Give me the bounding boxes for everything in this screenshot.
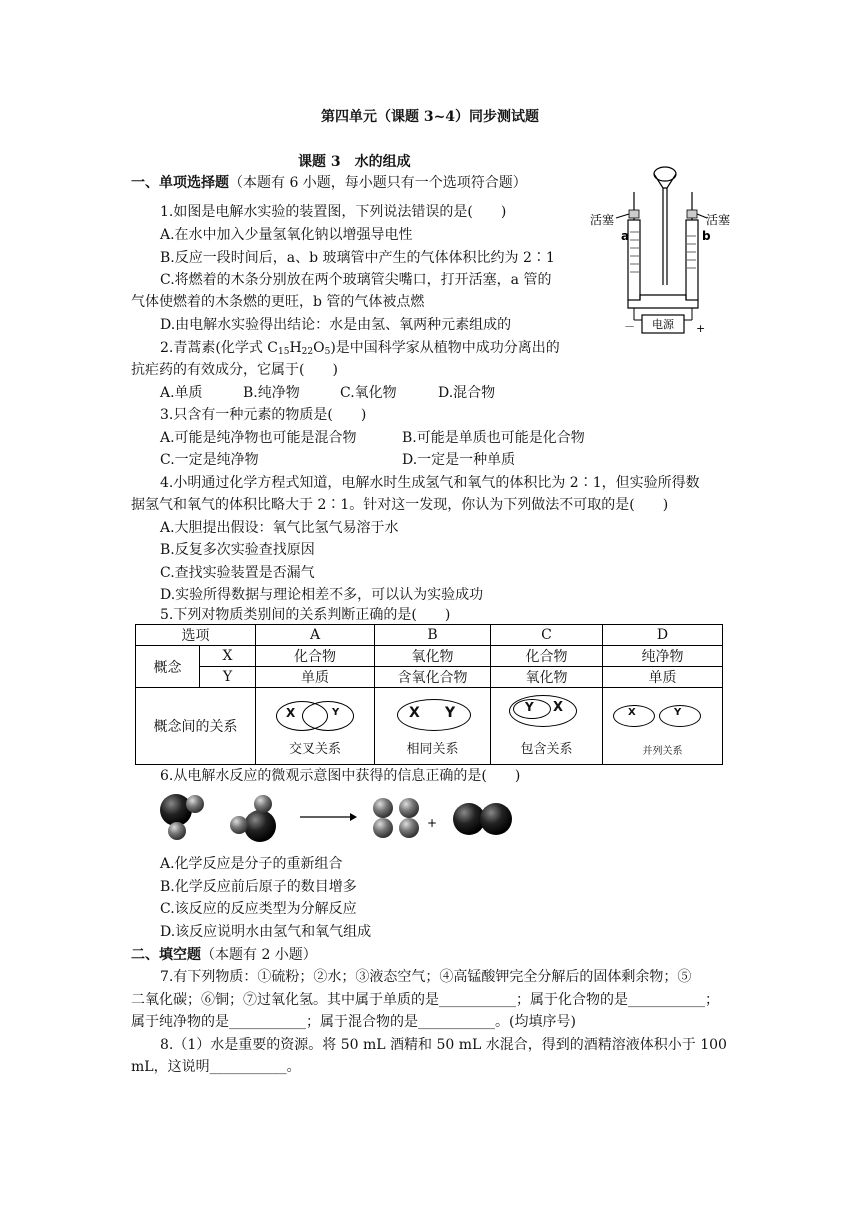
oxygen-molecule	[453, 803, 512, 835]
valve-right-label: 活塞	[706, 213, 731, 227]
q3-stem: 3.只含有一种元素的物质是( )	[160, 407, 367, 423]
q2-stem: 2.青蒿素(化学式 $C_{15}H_{22}O_5$)是中国科学家从植物中成功分离出的	[160, 340, 560, 357]
venn-cell-d	[603, 688, 723, 765]
q3-option-d: D.一定是一种单质	[402, 452, 516, 468]
q5-relation-table	[135, 624, 723, 765]
q1-option-b: B.反应一段时间后，a、b 玻璃管中产生的气体体积比约为 2∶1	[160, 250, 555, 266]
section-1-note: （本题有 6 小题，每小题只有一个选项符合题）	[229, 175, 527, 191]
lesson-title: 课题 3 水的组成	[298, 154, 411, 170]
table-row	[136, 625, 723, 646]
q3-option-a: A.可能是纯净物也可能是混合物	[160, 430, 357, 446]
relation-label: 包含关系	[520, 742, 573, 757]
page-title: 第四单元（课题 3~4）同步测试题	[320, 109, 540, 125]
q4-option-d: D.实验所得数据与理论相差不多，可以认为实验成功	[160, 587, 484, 603]
q6-option-b: B.化学反应前后原子的数目增多	[160, 879, 357, 895]
table-cell: 氧化物	[375, 646, 491, 667]
tube-b-label: b	[702, 229, 711, 243]
table-cell: 化合物	[256, 646, 375, 667]
reaction-arrow	[300, 813, 357, 821]
water-electrolysis-molecule-diagram	[155, 790, 535, 845]
venn-cell-c	[491, 688, 603, 765]
q8-line-1: 8.（1）水是重要的资源。将 50 mL 酒精和 50 mL 水混合，得到的酒精溶液体积小于 100	[160, 1037, 727, 1053]
q1-option-d: D.由电解水实验得出结论：水是由氢、氧两种元素组成的	[160, 317, 512, 333]
plus-sign: +	[427, 816, 438, 830]
relation-label: 交叉关系	[288, 742, 341, 757]
relation-label: 相同关系	[406, 742, 459, 757]
q2-option-a: A.单质	[160, 385, 203, 401]
water-molecule	[160, 794, 204, 840]
hydrogen-molecules	[373, 798, 419, 838]
table-cell: 单质	[256, 667, 375, 688]
table-cell: Y	[200, 667, 256, 688]
q1-stem: 1.如图是电解水实验的装置图，下列说法错误的是( )	[160, 204, 507, 220]
q7-line-1: 7.有下列物质：①硫粉；②水；③液态空气；④高锰酸钾完全分解后的固体剩余物；⑤	[160, 969, 692, 985]
q4-option-a: A.大胆提出假设：氧气比氢气易溶于水	[160, 520, 399, 536]
power-plus: +	[696, 322, 706, 335]
table-header-cell: A	[256, 625, 375, 646]
venn-x-label: X	[409, 705, 420, 721]
power-label: 电源	[652, 318, 674, 331]
table-cell: 氧化物	[491, 667, 603, 688]
q4-option-c: C.查找实验装置是否漏气	[160, 565, 315, 581]
table-header-cell: B	[375, 625, 491, 646]
table-header-cell: D	[603, 625, 723, 646]
q4-stem: 4.小明通过化学方程式知道，电解水时生成氢气和氧气的体积比为 2∶1，但实验所得数	[160, 475, 700, 491]
q1-option-c: C.将燃着的木条分别放在两个玻璃管尖嘴口，打开活塞，a 管的	[160, 272, 552, 288]
q8-line-2: mL，这说明___________。	[131, 1059, 301, 1075]
venn-y-label: Y	[525, 700, 534, 714]
q1-option-c-cont: 气体使燃着的木条燃的更旺，b 管的气体被点燃	[131, 294, 425, 310]
q4-option-b: B.反复多次实验查找原因	[160, 542, 315, 558]
q7-line-3: 属于纯净物的是___________；属于混合物的是___________。(均填序号)	[131, 1014, 576, 1030]
q2-option-b: B.纯净物	[243, 385, 300, 401]
table-cell-relation-label: 概念间的关系	[136, 688, 256, 765]
table-row	[136, 688, 723, 765]
q6-stem: 6.从电解水反应的微观示意图中获得的信息正确的是( )	[160, 768, 521, 784]
table-row	[136, 646, 723, 667]
section-2-note: （本题有 2 小题）	[201, 947, 317, 963]
venn-cell-b	[375, 688, 491, 765]
table-cell: 单质	[603, 667, 723, 688]
q3-option-b: B.可能是单质也可能是化合物	[402, 430, 585, 446]
section-1-heading: 一、单项选择题	[131, 175, 229, 191]
table-cell: 化合物	[491, 646, 603, 667]
tube-a-label: a	[621, 229, 630, 243]
q2-stem-cont: 抗疟药的有效成分，它属于( )	[131, 362, 338, 378]
power-minus: －	[624, 320, 635, 333]
table-cell: 含氧化合物	[375, 667, 491, 688]
section-2	[131, 946, 317, 964]
venn-x-label: X	[628, 707, 636, 718]
venn-x-label: X	[286, 706, 296, 720]
venn-y-label: Y	[674, 707, 682, 718]
table-cell-concept: 概念	[136, 646, 200, 688]
relation-label: 并列关系	[642, 746, 683, 757]
electrolysis-apparatus-diagram	[588, 160, 738, 340]
table-header-cell: 选项	[136, 625, 256, 646]
q6-option-d: D.该反应说明水由氢气和氧气组成	[160, 924, 372, 940]
q7-line-2: 二氧化碳；⑥铜；⑦过氧化氢。其中属于单质的是___________；属于化合物的是___________；	[131, 992, 719, 1008]
table-row	[136, 667, 723, 688]
venn-y-label: Y	[332, 707, 340, 718]
q6-option-c: C.该反应的反应类型为分解反应	[160, 901, 357, 917]
table-cell: 纯净物	[603, 646, 723, 667]
section-1	[131, 174, 527, 192]
q6-option-a: A.化学反应是分子的重新组合	[160, 856, 343, 872]
q4-stem-cont: 据氢气和氧气的体积比略大于 2∶1。针对这一发现，你认为下列做法不可取的是( )	[131, 497, 669, 513]
q5-stem: 5.下列对物质类别间的关系判断正确的是( )	[160, 607, 451, 623]
q2-option-c: C.氧化物	[340, 385, 397, 401]
venn-y-label: Y	[445, 705, 456, 721]
water-molecule	[230, 795, 276, 842]
q2-option-d: D.混合物	[438, 385, 496, 401]
venn-cell-a	[256, 688, 375, 765]
table-cell: X	[200, 646, 256, 667]
q3-option-c: C.一定是纯净物	[160, 452, 259, 468]
section-2-heading: 二、填空题	[131, 947, 201, 963]
valve-left-label: 活塞	[590, 213, 615, 227]
q1-option-a: A.在水中加入少量氢氧化钠以增强导电性	[160, 227, 413, 243]
venn-x-label: X	[553, 700, 564, 715]
table-header-cell: C	[491, 625, 603, 646]
